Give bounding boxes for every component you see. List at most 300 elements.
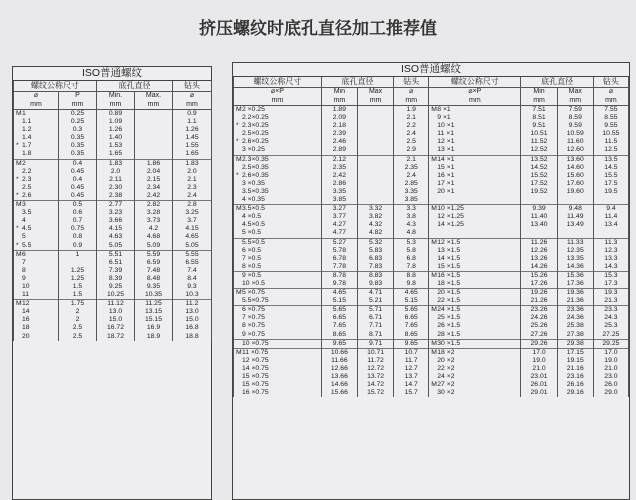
thread-size-a (234, 114, 322, 122)
right-header-hole-b: 底孔直径 (521, 77, 593, 88)
thread-size-a (234, 106, 322, 115)
thread-size-b (429, 255, 521, 263)
pitch: 0.35 (59, 142, 97, 150)
table-row (234, 314, 629, 322)
hole-min-a: 12.66 (321, 365, 357, 373)
thread-size-b (429, 114, 521, 122)
hole-min-b: 17.0 (521, 348, 557, 357)
hole-min: 15.0 (97, 316, 135, 324)
table-row (234, 280, 629, 289)
hole-min: 3.66 (97, 217, 135, 225)
thread-size: 1.4 (22, 134, 32, 142)
hole-min: 9.25 (97, 283, 135, 291)
hole-min: 0.89 (97, 110, 135, 119)
pitch: 1 (59, 250, 97, 259)
hole-max-a (357, 106, 393, 115)
thread-size: 10 ×0.5 (242, 279, 265, 287)
drill-size: 1.65 (173, 150, 212, 159)
pitch: 0.7 (59, 217, 97, 225)
hole-max: 10.35 (135, 291, 173, 300)
thread-size: 30 ×2 (437, 389, 455, 397)
drill-size-b: 17.0 (593, 348, 628, 357)
table-row (234, 339, 629, 348)
hole-min: 1.53 (97, 142, 135, 150)
thread-marker: M (431, 155, 437, 163)
hole-max-b: 9.48 (557, 205, 593, 214)
table-row (234, 122, 629, 130)
hole-max-a: 5.71 (357, 306, 393, 315)
drill-size-a: 6.8 (394, 255, 429, 263)
table-row (14, 225, 212, 233)
thread-marker: M (16, 300, 22, 308)
thread-size: 4 (22, 217, 26, 225)
drill-size-b: 21.0 (593, 365, 628, 373)
thread-size: 10 ×1 (437, 122, 455, 130)
left-header-d: ⌀ mm (14, 92, 59, 110)
thread-size: 4.5 (22, 225, 32, 233)
hole-min-a: 2.46 (321, 138, 357, 146)
hole-max-b: 29.38 (557, 339, 593, 348)
thread-size-a (234, 271, 322, 280)
drill-size: 2.4 (173, 192, 212, 201)
hole-min-b: 25.26 (521, 322, 557, 330)
right-header-drill-b: 钻头 (593, 77, 628, 88)
thread-size: 25 ×1.5 (437, 314, 461, 322)
hole-min-b: 11.52 (521, 138, 557, 146)
table-row (14, 209, 212, 217)
nominal-diameter (14, 225, 59, 233)
table-row (14, 275, 212, 283)
nominal-diameter (14, 283, 59, 291)
hole-max-b: 29.16 (557, 389, 593, 397)
hole-max-a (357, 155, 393, 164)
table-row (234, 238, 629, 247)
hole-min-a: 10.66 (321, 348, 357, 357)
nominal-diameter (14, 300, 59, 309)
hole-min-a: 14.66 (321, 381, 357, 389)
drill-size-a: 10.7 (394, 348, 429, 357)
table-row (234, 365, 629, 373)
nominal-diameter (14, 316, 59, 324)
thread-size: 5 ×0.75 (242, 289, 265, 297)
pitch: 2.5 (59, 333, 97, 341)
drill-size-a: 2.9 (394, 146, 429, 155)
thread-size-a (234, 205, 322, 214)
thread-size: 3.5×0.5 (242, 205, 265, 213)
thread-size-b (429, 164, 521, 172)
hole-min-a: 2.35 (321, 164, 357, 172)
hole-max-b: 15.36 (557, 271, 593, 280)
hole-max-a: 9.71 (357, 339, 393, 348)
drill-size-b: 24.3 (593, 314, 628, 322)
left-header-p: P mm (59, 92, 97, 110)
hole-min-b: 10.51 (521, 130, 557, 138)
table-row (14, 267, 212, 275)
thread-size-b (429, 389, 521, 397)
thread-size-b (429, 138, 521, 146)
hole-min-b: 15.52 (521, 172, 557, 180)
thread-size-b (429, 205, 521, 214)
drill-size-a: 2.1 (394, 155, 429, 164)
hole-max-a: 7.71 (357, 322, 393, 330)
drill-size-a: 5.3 (394, 238, 429, 247)
hole-max: 2.42 (135, 192, 173, 201)
hole-max: 8.48 (135, 275, 173, 283)
thread-size: 9 ×0.5 (242, 271, 262, 279)
table-row (234, 322, 629, 330)
drill-size: 0.9 (173, 110, 212, 119)
drill-size-b: 29.25 (593, 339, 628, 348)
drill-size: 1.45 (173, 134, 212, 142)
pitch: 0.25 (59, 118, 97, 126)
right-table-panel (232, 62, 630, 500)
thread-size: 14 ×1.5 (437, 254, 461, 262)
table-row (14, 134, 212, 142)
hole-min-b: 29.26 (521, 339, 557, 348)
thread-size: 24 ×1.5 (437, 306, 461, 314)
drill-size-a: 15.7 (394, 389, 429, 397)
nominal-diameter (14, 110, 59, 119)
thread-size-b (429, 297, 521, 306)
thread-size-a (234, 229, 322, 238)
thread-size: 2.5×0.35 (242, 163, 269, 171)
thread-size: 2.3×0.25 (242, 122, 269, 130)
drill-size-a: 5.65 (394, 306, 429, 315)
drill-size-b: 13.4 (593, 221, 628, 229)
hole-max-b: 21.36 (557, 297, 593, 306)
thread-size: 11 ×1 (437, 130, 454, 138)
hole-min-b: 14.52 (521, 164, 557, 172)
drill-size-a: 13.7 (394, 373, 429, 381)
nominal-diameter (14, 150, 59, 159)
hole-max-b: 23.36 (557, 306, 593, 315)
hole-min-b: 11.26 (521, 238, 557, 247)
hole-min-b: 19.0 (521, 357, 557, 365)
drill-size-a: 2.35 (394, 164, 429, 172)
hole-min-b (521, 196, 557, 205)
thread-size-a (234, 306, 322, 315)
hole-min: 2.77 (97, 201, 135, 210)
thread-size-b (429, 314, 521, 322)
thread-size: 9 ×0.75 (242, 330, 265, 338)
nominal-diameter (14, 217, 59, 225)
hole-max-b: 13.49 (557, 221, 593, 229)
drill-size-b: 26.0 (593, 381, 628, 389)
thread-size: 12 ×0.75 (242, 356, 269, 364)
hole-max: 2.15 (135, 176, 173, 184)
drill-size-b: 21.3 (593, 297, 628, 306)
thread-size: 2.5 (22, 183, 32, 191)
thread-size-b (429, 271, 521, 280)
hole-max-a: 4.82 (357, 229, 393, 238)
hole-min-b: 23.01 (521, 373, 557, 381)
hole-max-a: 11.72 (357, 357, 393, 365)
hole-max-a (357, 180, 393, 188)
left-table-body (14, 110, 212, 341)
drill-size-b: 23.3 (593, 306, 628, 315)
hole-min-a: 3.27 (321, 205, 357, 214)
hole-min-a: 2.12 (321, 155, 357, 164)
hole-max-b: 27.38 (557, 331, 593, 340)
hole-max-a (357, 122, 393, 130)
drill-size-b: 11.4 (593, 213, 628, 221)
hole-min-a: 6.78 (321, 255, 357, 263)
thread-size: 10 ×1.25 (437, 205, 464, 213)
thread-size-a (234, 373, 322, 381)
thread-size: 7 (22, 258, 26, 266)
thread-size: 18 ×1.5 (437, 279, 461, 287)
thread-size: 15 ×0.75 (242, 373, 269, 380)
drill-size-a: 4.8 (394, 229, 429, 238)
drill-size-b: 13.5 (593, 155, 628, 164)
thread-size-b (429, 213, 521, 221)
drill-size: 16.8 (173, 324, 212, 332)
thread-size: 9 ×1 (437, 114, 451, 122)
drill-size-a: 7.8 (394, 263, 429, 272)
hole-max-a: 4.32 (357, 221, 393, 229)
drill-size-a: 2.4 (394, 172, 429, 180)
thread-size-a (234, 331, 322, 340)
thread-size: 4.5×0.5 (242, 221, 265, 229)
hole-max-b: 25.38 (557, 322, 593, 330)
hole-min-b: 7.51 (521, 106, 557, 115)
pitch: 0.8 (59, 233, 97, 241)
pitch: 0.45 (59, 184, 97, 192)
hole-min-b: 29.01 (521, 389, 557, 397)
hole-max-b: 12.35 (557, 247, 593, 255)
pitch: 0.5 (59, 201, 97, 210)
drill-size-b: 19.5 (593, 188, 628, 196)
hole-min-a: 5.65 (321, 306, 357, 315)
table-row (234, 263, 629, 272)
drill-size-b: 25.3 (593, 322, 628, 330)
thread-size: 8 ×0.75 (242, 322, 265, 330)
hole-max: 7.48 (135, 267, 173, 275)
right-header-drill-a: 钻头 (394, 77, 429, 88)
left-header-drill: 钻头 (173, 81, 212, 92)
thread-size-a (234, 146, 322, 155)
thread-marker: M (431, 205, 437, 213)
hole-min-a: 2.39 (321, 130, 357, 138)
hole-min-b: 21.26 (521, 297, 557, 306)
hole-max-b: 23.16 (557, 373, 593, 381)
table-row (234, 188, 629, 196)
hole-min-b: 8.51 (521, 114, 557, 122)
thread-size: 16 ×1.5 (437, 271, 461, 279)
thread-size: 9 (22, 274, 26, 282)
drill-size: 7.4 (173, 267, 212, 275)
hole-min-b (521, 229, 557, 238)
thread-size-b (429, 155, 521, 164)
thread-size-b (429, 229, 521, 238)
thread-marker: M (431, 238, 437, 246)
table-row (234, 130, 629, 138)
hole-min-b: 27.26 (521, 331, 557, 340)
hole-max-b: 9.59 (557, 122, 593, 130)
thread-size-a (234, 314, 322, 322)
hole-max: 5.59 (135, 250, 173, 259)
table-row (234, 164, 629, 172)
thread-size: 2.6 (22, 191, 32, 199)
hole-min-a: 13.66 (321, 373, 357, 381)
nominal-diameter (14, 291, 59, 300)
thread-size: 3 ×0.25 (242, 146, 265, 154)
pitch: 1.25 (59, 275, 97, 283)
thread-size: 16 (22, 316, 30, 324)
nominal-diameter (14, 333, 59, 341)
thread-size-a (234, 280, 322, 289)
thread-size: 22 ×2 (437, 364, 455, 372)
hole-max-a: 6.71 (357, 314, 393, 322)
right-header-min-b: Min mm (521, 88, 557, 106)
thread-size-a (234, 196, 322, 205)
table-row (14, 324, 212, 332)
right-header-hole-a: 底孔直径 (321, 77, 393, 88)
hole-min: 18.72 (97, 333, 135, 341)
hole-max (135, 118, 173, 126)
thread-size: 17 ×1 (437, 179, 455, 187)
right-header-thread-a: 螺纹公称尺寸 (234, 77, 322, 88)
hole-max-b: 17.36 (557, 280, 593, 289)
thread-size: 12 ×1.25 (437, 213, 464, 221)
drill-size: 1.1 (173, 118, 212, 126)
hole-min: 2.30 (97, 184, 135, 192)
thread-size: 7 ×0.75 (242, 314, 265, 322)
table-row (234, 331, 629, 340)
hole-max-a: 8.83 (357, 271, 393, 280)
right-header-min-a: Min mm (321, 88, 357, 106)
hole-min-b: 14.26 (521, 263, 557, 272)
table-row (14, 233, 212, 241)
hole-min-b: 17.26 (521, 280, 557, 289)
table-row (234, 146, 629, 155)
thread-size-b (429, 122, 521, 130)
thread-marker: M (431, 339, 437, 347)
hole-min: 2.11 (97, 176, 135, 184)
hole-max-b: 19.36 (557, 289, 593, 298)
hole-max-b: 26.16 (557, 381, 593, 389)
nominal-diameter (14, 168, 59, 176)
drill-size-b: 17.3 (593, 280, 628, 289)
hole-max-a (357, 130, 393, 138)
thread-size: 11 ×0.75 (242, 348, 269, 356)
drill-size-b: 17.5 (593, 180, 628, 188)
table-row (14, 308, 212, 316)
drill-size-a: 2.4 (394, 130, 429, 138)
table-row (234, 172, 629, 180)
drill-size: 4.15 (173, 225, 212, 233)
left-header-min: Min. mm (97, 92, 135, 110)
thread-size: 5.5 (22, 241, 32, 249)
drill-size-a: 4.65 (394, 289, 429, 298)
table-row (14, 184, 212, 192)
right-table-body (234, 106, 629, 398)
thread-size: 5.5×0.75 (242, 297, 269, 305)
hole-min-a: 2.86 (321, 180, 357, 188)
thread-size: 15 ×1.5 (437, 262, 461, 270)
hole-min: 5.05 (97, 242, 135, 251)
drill-size-a: 5.8 (394, 247, 429, 255)
thread-size: 18 (22, 324, 30, 332)
table-row (234, 348, 629, 357)
table-row (234, 106, 629, 115)
thread-size: 27 ×2 (437, 381, 455, 389)
hole-min-a: 9.78 (321, 280, 357, 289)
thread-size-a (234, 138, 322, 146)
hole-max-b: 13.60 (557, 155, 593, 164)
hole-max-b: 12.60 (557, 146, 593, 155)
thread-size-b (429, 188, 521, 196)
hole-max-a: 12.72 (357, 365, 393, 373)
right-header-max-b: Max mm (557, 88, 593, 106)
drill-size-a: 9.65 (394, 339, 429, 348)
hole-max: 6.59 (135, 259, 173, 267)
hole-max-a (357, 164, 393, 172)
thread-marker: * (16, 241, 19, 249)
thread-size: 4 ×0.35 (242, 196, 265, 204)
thread-marker: M (16, 201, 22, 209)
pitch: 0.25 (59, 110, 97, 119)
hole-min-b: 12.52 (521, 146, 557, 155)
thread-size: 10 ×0.75 (242, 339, 269, 347)
table-row (14, 192, 212, 201)
hole-min: 1.40 (97, 134, 135, 142)
thread-size-b (429, 322, 521, 330)
hole-max-a: 5.83 (357, 247, 393, 255)
table-row (14, 283, 212, 291)
thread-size: 2.6×0.25 (242, 138, 269, 146)
drill-size-a: 2.1 (394, 114, 429, 122)
hole-max-b: 11.33 (557, 238, 593, 247)
hole-max-b: 21.16 (557, 365, 593, 373)
hole-min-a: 5.27 (321, 238, 357, 247)
table-row (14, 242, 212, 251)
table-row (234, 155, 629, 164)
thread-size: 12 (22, 300, 30, 308)
thread-size-b (429, 238, 521, 247)
right-table (233, 77, 629, 397)
hole-max-a: 6.83 (357, 255, 393, 263)
drill-size-a: 3.3 (394, 205, 429, 214)
hole-max (135, 110, 173, 119)
right-header-max-a: Max mm (357, 88, 393, 106)
pitch: 2.5 (59, 324, 97, 332)
nominal-diameter (14, 126, 59, 134)
hole-max: 2.04 (135, 168, 173, 176)
thread-size-a (234, 122, 322, 130)
drill-size-b: 8.55 (593, 114, 628, 122)
table-row (234, 289, 629, 298)
drill-size: 5.55 (173, 250, 212, 259)
thread-marker: M (16, 159, 22, 167)
table-row (14, 150, 212, 159)
hole-min-a: 9.65 (321, 339, 357, 348)
hole-max-b (557, 196, 593, 205)
thread-size: 5.5×0.5 (242, 238, 265, 246)
thread-size-b (429, 348, 521, 357)
table-row (14, 291, 212, 300)
left-header-drill-d: ⌀ mm (173, 92, 212, 110)
hole-max: 15.15 (135, 316, 173, 324)
thread-size: 10 (22, 282, 30, 290)
hole-max-a: 4.71 (357, 289, 393, 298)
thread-marker: M (431, 381, 437, 389)
nominal-diameter (14, 267, 59, 275)
drill-size-b: 9.4 (593, 205, 628, 214)
right-header-thread-b: 螺纹公称尺寸 (429, 77, 521, 88)
thread-size: 4 ×0.5 (242, 213, 262, 221)
hole-min-b: 24.26 (521, 314, 557, 322)
